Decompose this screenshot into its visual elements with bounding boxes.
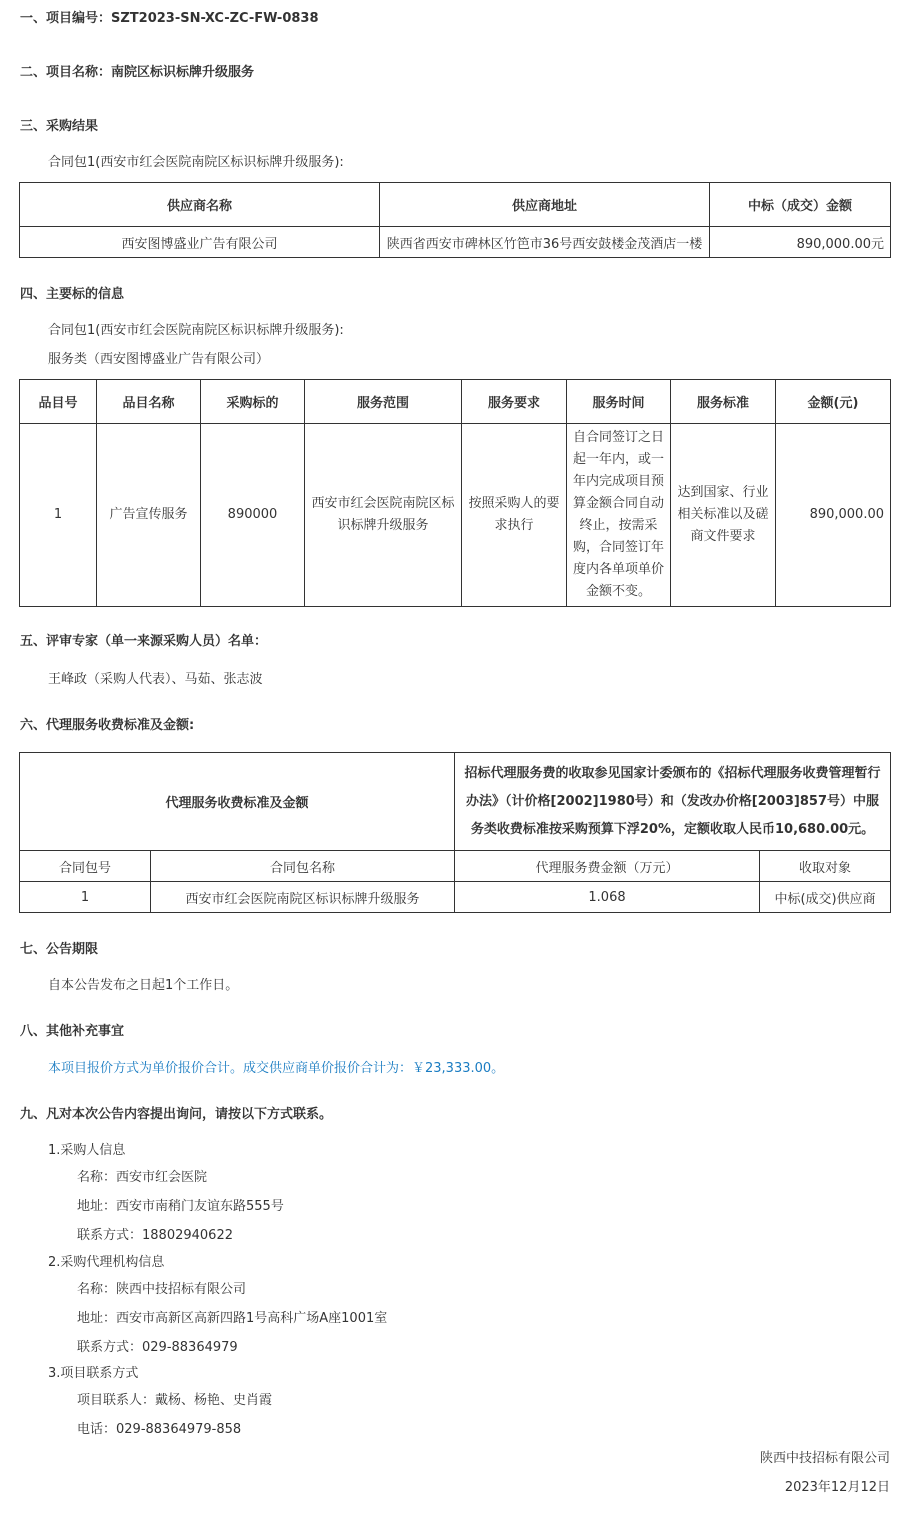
header-item-no: 品目号 <box>20 380 97 424</box>
supplier-name: 西安图博盛业广告有限公司 <box>20 227 380 258</box>
header-payer: 收取对象 <box>760 851 891 882</box>
agency-info-title: 2.采购代理机构信息 <box>48 1255 165 1270</box>
project-contact-title: 3.项目联系方式 <box>48 1366 139 1381</box>
agency-phone: 联系方式：029-88364979 <box>77 1340 238 1355</box>
purchaser-name: 名称：西安市红会医院 <box>77 1170 208 1185</box>
item-name: 广告宣传服务 <box>97 424 201 607</box>
header-package-no: 合同包号 <box>20 851 151 882</box>
header-supplier-name: 供应商名称 <box>20 183 380 227</box>
table-row <box>20 882 891 913</box>
supplier-address: 陕西省西安市碑林区竹笆市36号西安鼓楼金茂酒店一楼 <box>380 227 710 258</box>
header-time: 服务时间 <box>567 380 671 424</box>
section-experts-title: 五、评审专家（单一来源采购人员）名单： <box>20 634 268 649</box>
header-target: 采购标的 <box>201 380 305 424</box>
table-row <box>20 424 891 607</box>
header-amount: 金额(元) <box>776 380 891 424</box>
section-main-items-title: 四、主要标的信息 <box>20 287 125 302</box>
result-package-label: 合同包1(西安市红会医院南院区标识标牌升级服务): <box>48 155 344 170</box>
notice-period-text: 自本公告发布之日起1个工作日。 <box>48 978 239 993</box>
section-other-matters-title: 八、其他补充事宜 <box>20 1024 125 1039</box>
section-project-name: 二、项目名称：南院区标识标牌升级服务 <box>20 65 255 80</box>
award-amount: 890,000.00元 <box>710 227 891 258</box>
agency-name: 名称：陕西中技招标有限公司 <box>77 1282 247 1297</box>
item-time: 自合同签订之日起一年内，或一年内完成项目预算金额合同自动终止，按需采购，合同签订年度内各单项单价金额不变。 <box>567 424 671 607</box>
purchaser-address: 地址：西安市南稍门友谊东路555号 <box>77 1199 284 1214</box>
items-table-header <box>20 380 891 424</box>
items-table <box>19 379 891 607</box>
section-procurement-result-title: 三、采购结果 <box>20 119 99 134</box>
header-package-name: 合同包名称 <box>151 851 455 882</box>
header-award-amount: 中标（成交）金额 <box>710 183 891 227</box>
purchaser-phone: 联系方式：18802940622 <box>77 1228 233 1243</box>
items-category-label: 服务类（西安图博盛业广告有限公司） <box>48 352 270 367</box>
project-contact-phone: 电话：029-88364979-858 <box>77 1422 242 1437</box>
items-package-label: 合同包1(西安市红会医院南院区标识标牌升级服务): <box>48 323 344 338</box>
footer-date: 2023年12月12日 <box>784 1480 890 1495</box>
result-table <box>19 182 891 258</box>
agency-fee-header <box>20 851 891 882</box>
result-table-header <box>20 183 891 227</box>
item-scope: 西安市红会医院南院区标识标牌升级服务 <box>305 424 462 607</box>
item-amount: 890,000.00 <box>776 424 891 607</box>
fee-standard-text: 招标代理服务费的收取参见国家计委颁布的《招标代理服务收费管理暂行办法》（计价格[2002]1980号）和（发改办价格[2003]857号）中服务类收费标准按采购预算下浮20%，定额收取人民币10,680.00元。 <box>455 753 891 851</box>
header-scope: 服务范围 <box>305 380 462 424</box>
agency-fee-standard-row <box>20 753 891 851</box>
header-supplier-address: 供应商地址 <box>380 183 710 227</box>
agency-address: 地址：西安市高新区高新四路1号高科广场A座1001室 <box>77 1311 388 1326</box>
section-contact-title: 九、凡对本次公告内容提出询问，请按以下方式联系。 <box>20 1107 333 1122</box>
header-fee-amount: 代理服务费金额（万元） <box>455 851 760 882</box>
table-row <box>20 227 891 258</box>
item-target: 890000 <box>201 424 305 607</box>
section-project-number: 一、项目编号：SZT2023-SN-XC-ZC-FW-0838 <box>20 11 319 26</box>
project-contact-persons: 项目联系人：戴杨、杨艳、史肖霞 <box>77 1393 273 1408</box>
item-requirement: 按照采购人的要求执行 <box>462 424 567 607</box>
fee-amount: 1.068 <box>455 882 760 913</box>
fee-standard-label: 代理服务收费标准及金额 <box>20 753 455 851</box>
purchaser-info-title: 1.采购人信息 <box>48 1143 126 1158</box>
item-standard: 达到国家、行业相关标准以及磋商文件要求 <box>671 424 776 607</box>
experts-names: 王峰政（采购人代表）、马茹、张志波 <box>48 672 263 687</box>
footer-organization: 陕西中技招标有限公司 <box>759 1451 890 1466</box>
section-agency-fee-title: 六、代理服务收费标准及金额: <box>20 718 195 733</box>
header-requirement: 服务要求 <box>462 380 567 424</box>
agency-fee-table <box>19 752 891 913</box>
fee-payer: 中标(成交)供应商 <box>760 882 891 913</box>
item-no: 1 <box>20 424 97 607</box>
other-matters-text: 本项目报价方式为单价报价合计。成交供应商单价报价合计为：￥23,333.00。 <box>48 1061 505 1076</box>
header-item-name: 品目名称 <box>97 380 201 424</box>
section-notice-period-title: 七、公告期限 <box>20 942 99 957</box>
header-standard: 服务标准 <box>671 380 776 424</box>
fee-package-no: 1 <box>20 882 151 913</box>
fee-package-name: 西安市红会医院南院区标识标牌升级服务 <box>151 882 455 913</box>
